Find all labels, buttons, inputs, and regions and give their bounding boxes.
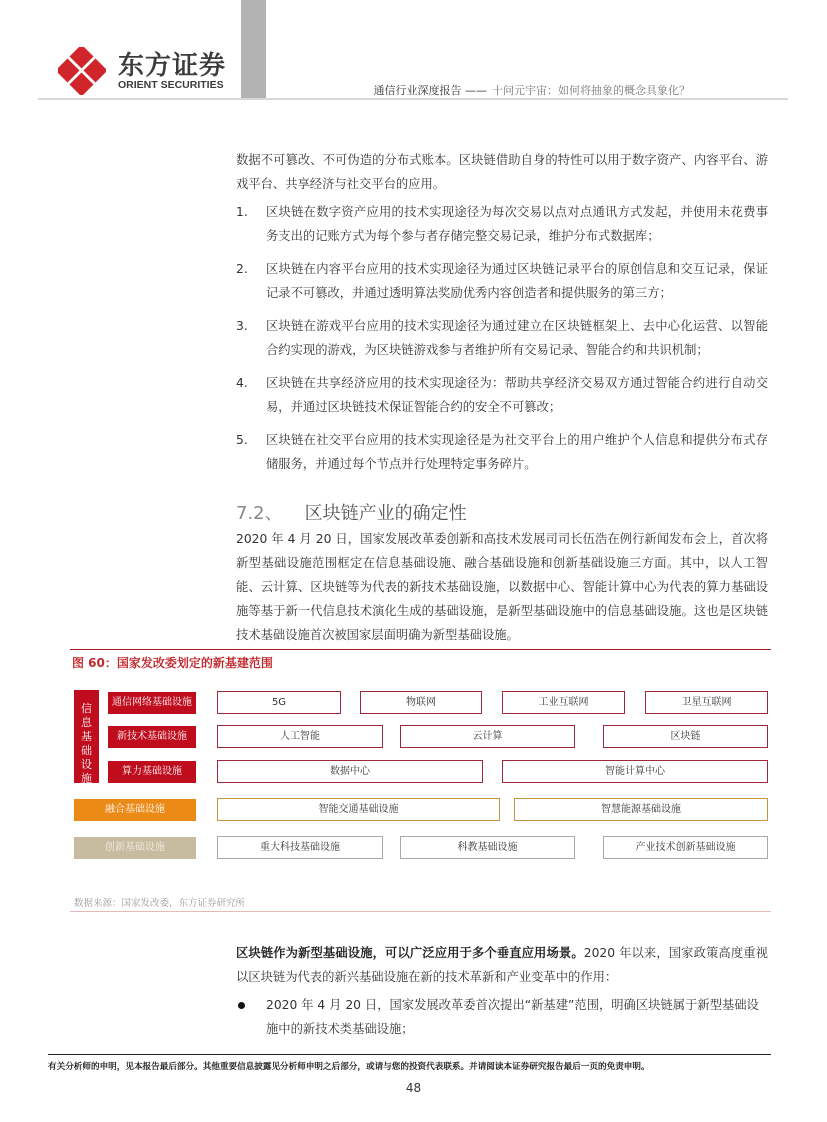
info-label-char: 础: [81, 744, 92, 757]
item-box: 工业互联网: [502, 691, 625, 714]
report-title: 十问元宇宙：如何将抽象的概念具象化？: [492, 84, 690, 97]
item-box: 5G: [217, 691, 341, 714]
item-box: 科教基础设施: [400, 836, 575, 859]
bullet-icon: [238, 1002, 245, 1009]
item-box: 智慧能源基础设施: [514, 798, 768, 821]
list-number: 2.: [236, 262, 248, 276]
section-heading: [236, 499, 467, 525]
item-box: 云计算: [400, 725, 575, 748]
footer-disclaimer: 有关分析师的申明，见本报告最后部分。其他重要信息披露见分析师申明之后部分，或请与您的投资代表联系。并请阅读本证券研究报告最后一页的免责申明。: [48, 1062, 650, 1072]
logo-text-cn: 东方证券: [118, 51, 227, 81]
section-paragraph: 2020 年 4 月 20 日，国家发展改革委创新和高技术发展司司长伍浩在例行新闻发布会上，首次将新型基础设施范围框定在信息基础设施、融合基础设施和创新基础设施三方面。其中，以人工智能、云计算、区块链等为代表的新技术基础设施，以数据中心、智能计算中心为代表的算力基础设施等基于新一代信息技术演化生成的基础设施，是新型基础设施中的信息基础设施。这也是区块链技术基础设施首次被国家层面明确为新型基础设施。: [236, 532, 768, 642]
info-label-char: 息: [81, 716, 92, 729]
info-infrastructure-label: [74, 690, 99, 783]
list-item: [236, 314, 768, 362]
figure-title: 图 60：国家发改委划定的新基建范围: [72, 656, 273, 670]
intro-paragraph: 数据不可篡改、不可伪造的分布式账本。区块链借助自身的特性可以用于数字资产、内容平台、游戏平台、共享经济与社交平台的应用。: [236, 153, 768, 191]
list-number: 5.: [236, 433, 248, 447]
item-box: 智能交通基础设施: [217, 798, 500, 821]
category-computing: 算力基础设施: [108, 761, 196, 783]
info-label-char: 设: [81, 758, 92, 771]
header-divider: [38, 98, 788, 100]
company-logo: [58, 45, 248, 95]
item-box: 产业技术创新基础设施: [603, 836, 768, 859]
logo-mark-icon: [58, 47, 106, 95]
category-fusion: 融合基础设施: [74, 799, 196, 821]
page-number: 48: [405, 1081, 422, 1095]
item-box: 智能计算中心: [502, 760, 768, 783]
section-title-text: 区块链产业的确定性: [304, 503, 467, 524]
item-box: 重大科技基础设施: [217, 836, 383, 859]
item-box: 数据中心: [217, 760, 483, 783]
list-text: 区块链在社交平台应用的技术实现途径是为社交平台上的用户维护个人信息和提供分布式存储服务，并通过每个节点并行处理特定事务碎片。: [266, 433, 768, 471]
report-type: 通信行业深度报告 ——: [373, 84, 487, 97]
numbered-list: [236, 200, 768, 485]
info-label-char: 基: [81, 730, 92, 743]
list-text: 区块链在数字资产应用的技术实现途径为每次交易以点对点通讯方式发起，并使用未花费事务支出的记账方式为每个参与者存储完整交易记录，维护分布式数据库；: [266, 205, 768, 243]
list-text: 区块链在游戏平台应用的技术实现途径为通过建立在区块链框架上、去中心化运营、以智能合约实现的游戏，为区块链游戏参与者维护所有交易记录、智能合约和共识机制；: [266, 319, 768, 357]
closing-text: 2020 年以来，国家政策高度重视以区块链为代表的新兴基础设施在新的技术革新和产业变革中的作用：: [236, 946, 768, 984]
infrastructure-diagram: [74, 690, 770, 865]
list-number: 3.: [236, 319, 248, 333]
closing-paragraph: [236, 941, 768, 989]
item-box: 物联网: [360, 691, 482, 714]
list-text: 区块链在共享经济应用的技术实现途径为：帮助共享经济交易双方通过智能合约进行自动交易，并通过区块链技术保证智能合约的安全不可篡改；: [266, 376, 768, 414]
info-label-char: 施: [81, 772, 92, 785]
list-item: [236, 371, 768, 419]
figure-top-rule: [70, 649, 771, 650]
bullet-item: [236, 993, 768, 1041]
item-box: 人工智能: [217, 725, 383, 748]
figure-source: 数据来源：国家发改委，东方证券研究所: [74, 898, 246, 909]
list-number: 4.: [236, 376, 248, 390]
info-label-char: 信: [81, 702, 92, 715]
list-item: [236, 257, 768, 305]
bullet-text: 2020 年 4 月 20 日，国家发展改革委首次提出“新基建”范围，明确区块链属于新型基础设施中的新技术类基础设施；: [266, 998, 759, 1036]
item-box: 区块链: [603, 725, 768, 748]
list-item: [236, 200, 768, 248]
list-number: 1.: [236, 205, 248, 219]
footer-divider: [48, 1054, 771, 1055]
category-new-tech: 新技术基础设施: [108, 726, 196, 748]
figure-bottom-rule: [70, 911, 771, 912]
closing-bold-lead: 区块链作为新型基础设施，可以广泛应用于多个垂直应用场景。: [236, 946, 584, 960]
item-box: 卫星互联网: [645, 691, 768, 714]
section-number: 7.2、: [236, 503, 283, 524]
logo-text-en: ORIENT SECURITIES: [118, 79, 224, 91]
list-item: [236, 428, 768, 476]
category-network: 通信网络基础设施: [108, 692, 196, 714]
category-innovation: 创新基础设施: [74, 837, 196, 859]
list-text: 区块链在内容平台应用的技术实现途径为通过区块链记录平台的原创信息和交互记录，保证记录不可篡改，并通过透明算法奖励优秀内容创造者和提供服务的第三方；: [266, 262, 768, 300]
